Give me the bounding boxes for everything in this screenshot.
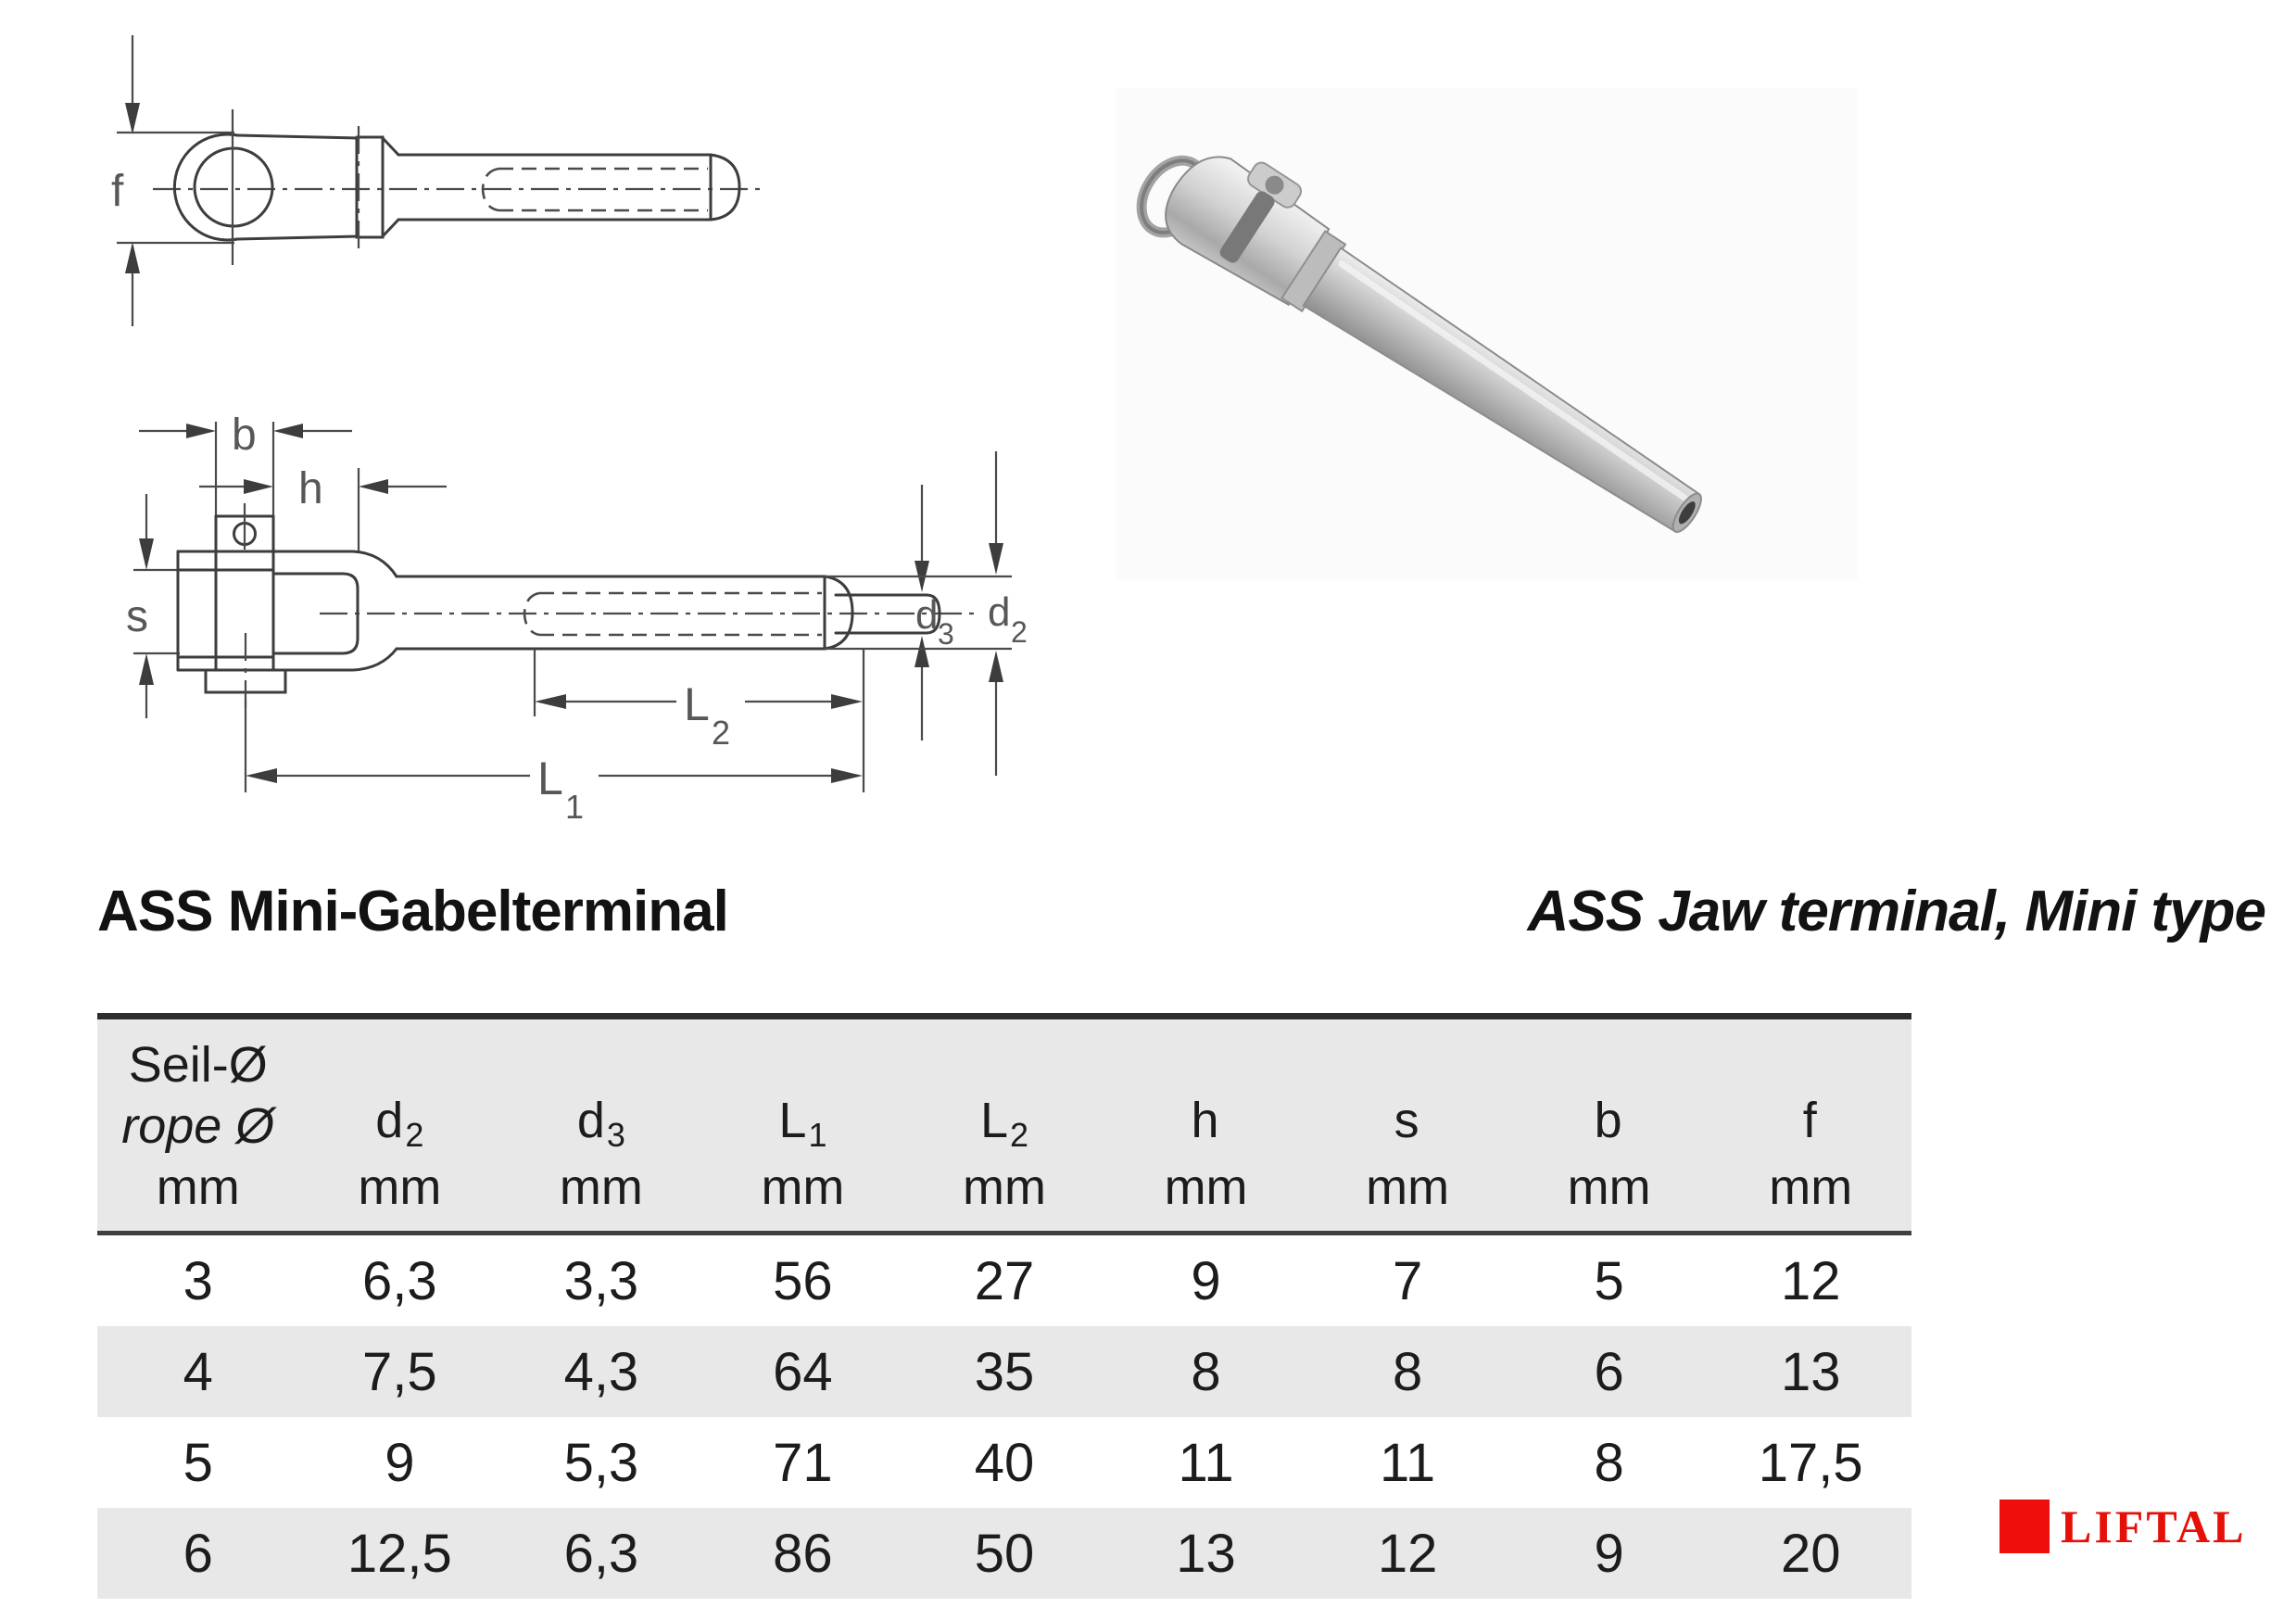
column-header-h: h mm	[1164, 1093, 1248, 1215]
logo-text: LIFTAL	[2061, 1500, 2247, 1552]
column-header-rope-diameter: Seil-Ø rope Ø mm	[121, 1037, 275, 1215]
table-row: 4 7,5 4,3 64 35 8 8 6 13	[97, 1326, 1911, 1417]
dim-label-L1-base: L	[537, 753, 563, 804]
table-header-row	[97, 1019, 1911, 1235]
arrow-up-icon	[915, 636, 929, 667]
column-header-d2: d2 mm	[358, 1093, 442, 1215]
dim-label-d3-base: d	[915, 592, 939, 638]
column-header-b: b mm	[1567, 1093, 1651, 1215]
arrow-down-icon	[125, 103, 140, 134]
liftal-logo	[2000, 1500, 2246, 1553]
arrow-right-icon	[244, 479, 273, 494]
product-photo	[1116, 88, 1858, 579]
column-header-d3: d3 mm	[559, 1093, 643, 1215]
table-row: 5 9 5,3 71 40 11 11 8 17,5	[183, 1432, 1863, 1493]
arrow-right-icon	[831, 768, 863, 783]
dim-label-d3-sub: 3	[938, 617, 954, 651]
column-header-L2: L2 mm	[963, 1093, 1046, 1215]
dim-label-L2-sub: 2	[712, 714, 731, 752]
arrow-up-icon	[139, 653, 154, 685]
dim-label-d2-base: d	[988, 589, 1011, 635]
table-row: 6 12,5 6,3 86 50 13 12 9 20	[97, 1508, 1911, 1599]
column-header-s: s mm	[1366, 1093, 1450, 1215]
dim-label-h: h	[298, 464, 323, 513]
arrow-up-icon	[125, 242, 140, 273]
title-row	[97, 879, 2265, 944]
jaw-terminal-top-view-drawing	[83, 394, 1047, 839]
column-header-f: f mm	[1769, 1093, 1853, 1215]
arrow-left-icon	[359, 479, 388, 494]
page-title-english: ASS Jaw terminal, Mini type	[1527, 880, 2265, 943]
arrow-left-icon	[246, 768, 277, 783]
dimension-table	[97, 1013, 1911, 1599]
arrow-up-icon	[989, 651, 1003, 682]
jaw-terminal-side-view-drawing	[83, 28, 788, 334]
logo-red-square-icon	[2000, 1500, 2050, 1553]
arrow-left-icon	[535, 694, 566, 709]
eye-lobe	[174, 134, 237, 240]
arrow-right-icon	[831, 694, 863, 709]
dim-label-b: b	[232, 411, 257, 460]
dim-label-f: f	[111, 167, 124, 216]
page-title-german: ASS Mini-Gabelterminal	[97, 880, 728, 943]
arrow-left-icon	[273, 424, 303, 438]
arrow-down-icon	[989, 543, 1003, 575]
dim-label-d2-sub: 2	[1011, 615, 1028, 649]
column-header-L1: L1 mm	[761, 1093, 845, 1215]
dim-label-L1-sub: 1	[565, 788, 585, 826]
table-row: 3 6,3 3,3 56 27 9 7 5 12	[183, 1250, 1841, 1311]
arrow-down-icon	[139, 538, 154, 570]
dim-label-L2-base: L	[684, 678, 710, 730]
arrow-right-icon	[186, 424, 216, 438]
dim-label-s: s	[126, 592, 148, 641]
rounded-tip	[711, 155, 739, 220]
